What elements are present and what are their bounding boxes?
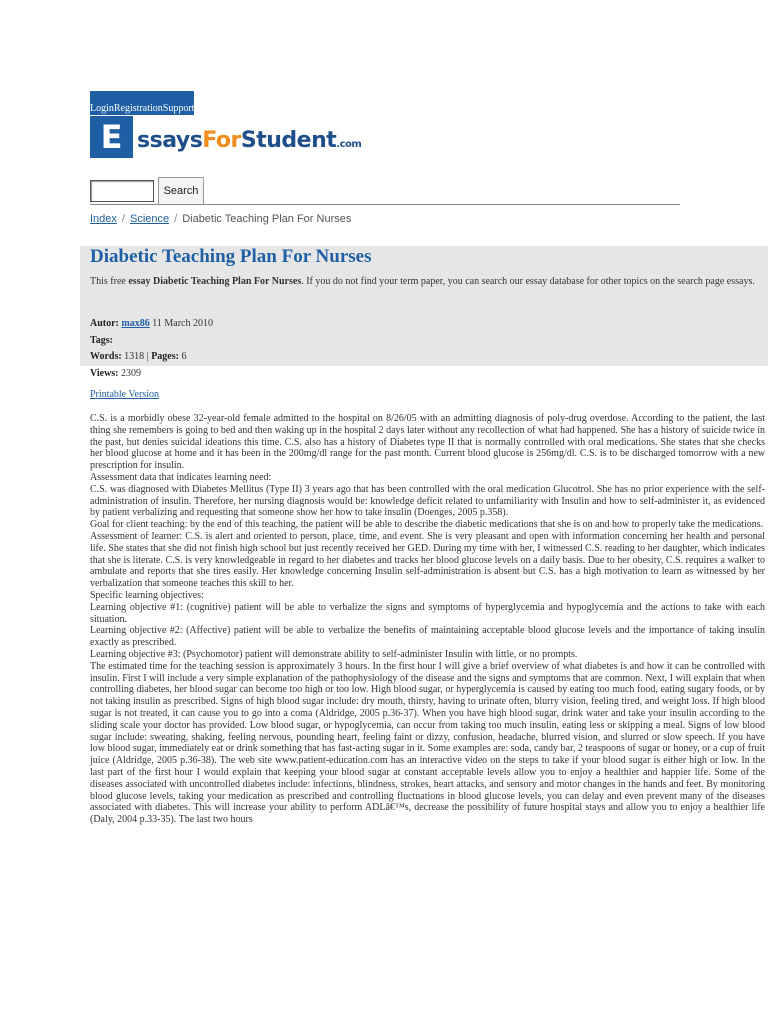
word-count: 1318 xyxy=(124,351,145,362)
breadcrumb-science[interactable]: Science xyxy=(129,213,170,225)
header-divider xyxy=(90,204,680,205)
view-count: 2309 xyxy=(121,367,142,379)
page-count: 6 xyxy=(181,351,187,362)
printable-version-link[interactable]: Printable Version xyxy=(90,389,159,400)
breadcrumb xyxy=(90,213,351,225)
logo-suffix: .com xyxy=(336,139,362,150)
words-label: Words: xyxy=(90,351,122,362)
views-label: Views: xyxy=(90,367,119,379)
login-link[interactable]: Login xyxy=(90,91,114,115)
body-paragraph: The estimated time for the teaching session is approximately 3 hours. In the first hour I will give a brief overview of what diabetes is and how it can be controlled with insulin. First I will include a very simple explanation of the pathophysiology of the disease and the signs and symptoms that are common. Next, I will explain that when controlling diabetes, her blood sugar can become too high or too low. High blood sugar, or hyperglycemia is caused by eating too much food, eating sugary foods, or by not taking insulin as prescribed. Signs of high blood sugar include: dry mouth, thirsty, having to urinate often, blurry vision, feeling tired, and weight loss. If high blood sugar is not treated, it can cause you to go into a coma (Aldridge, 2005 p.36-37). When you have high blood sugar, drink water and take your insulin according to the sliding scale your doctor has provided. Low blood sugar, or hypoglycemia, can occur from taking too much insulin, eating less or skipping a meal. Signs of low blood sugar include: sweating, shaking, feeling nervous, pounding heart, feeling faint or dizzy, confusion, headache, blurred vision, and slurred or slow speech. If you have low blood sugar, immediately eat or drink something that has fast-acting sugar in it. Some examples are: soda, candy bar, 2 teaspoons of sugar or honey, or a cup of fruit juice (Aldridge, 2005 p.36-38). The web site www.patient-education.com has an interactive video on the steps to take if your blood sugar is either high or low. In the last part of the first hour I would explain that keeping your blood sugar at constant acceptable levels allow you to enjoy a healthier and happier life. Some of the diseases associated with uncontrolled diabetes include: infections, blindness, strokes, heart attacks, and sensory and motor changes in the hands and feet. By monitoring blood glucose levels, taking your medication as prescribed and controlling fluctuations in blood glucose levels, you can delay and even prevent many of the diseases associated with diabetes. This will increase your ability to perform ADLâ€™s, decrease the possibility of future hospital stays and allow you to enjoy a healthier life (Daly, 2004 p.33-35). The last two hours xyxy=(90,660,765,826)
body-paragraph: C.S. is a morbidly obese 32-year-old female admitted to the hospital on 8/26/05 with an admitting diagnosis of poly-drug overdose. According to the patient, the last thing she remembers is going to bed and then waking up in the hospital 2 days later without any recollection of what had happened. She has a history of suicide twice in the past, but denies suicidal ideations this time. C.S. also has a history of Diabetes type II that is normally controlled with oral medications. She states that she checks her blood glucose at home and it has been in the 200mg/dl range for the past month. Current blood glucose is 256mg/dl. C.S. is to be discharged tomorrow with a new prescription for insulin. xyxy=(90,413,765,472)
page-title: Diabetic Teaching Plan For Nurses xyxy=(90,246,372,267)
body-paragraph: Assessment data that indicates learning need: xyxy=(90,471,272,483)
intro-prefix: This free xyxy=(90,276,129,287)
support-link[interactable]: Support xyxy=(163,91,195,115)
body-paragraph: Specific learning objectives: xyxy=(90,589,204,601)
body-paragraph: Learning objective #1: (cognitive) patient will be able to verbalize the signs and symptoms of hyperglycemia and hypoglycemia and the actions to take with each situation. xyxy=(90,601,765,625)
top-nav xyxy=(90,91,194,115)
search-button[interactable]: Search xyxy=(158,177,204,205)
logo-part-student: Student xyxy=(240,128,337,153)
logo-letter: E xyxy=(90,116,133,158)
body-paragraph: Assessment of learner: C.S. is alert and oriented to person, place, time, and event. She is very pleasant and open with information concerning her health and personal life. She states that she did not finish high school but just recently received her GED. During my time with her, I witnessed C.S. reading to her daughter, which indicates that she is literate. C.S. is very knowledgeable in regard to her diabetes and tracks her blood glucose levels on a daily basis. Due to her obesity, C.S. requires a walker to ambulate and reports that she tires easily. Her knowledge concerning Insulin self-administration is absent but C.S. has a high motivation to learn as witnessed by her verbalization that someone teaches this skill to her. xyxy=(90,530,765,590)
breadcrumb-separator: / xyxy=(174,213,178,225)
body-paragraph: C.S. was diagnosed with Diabetes Mellitus (Type II) 3 years ago that has been controlled with the oral medication Glucotrol. She has no prior experience with the self-administration of insulin. Therefore, her nursing diagnosis would be: knowledge deficit related to unfamiliarity with Insulin and how to self-administer it, as evidenced by patient verbalizing and requesting that someone show her how to take insulin (Doenges, 2005 p.358). xyxy=(90,483,765,519)
breadcrumb-index[interactable]: Index xyxy=(90,213,117,225)
article-meta xyxy=(90,316,213,382)
author-row xyxy=(90,316,213,333)
logo-part-essays: ssays xyxy=(137,128,203,153)
words-row: Words: 1318 | Pages: 6 xyxy=(90,351,187,362)
search-form xyxy=(90,177,204,205)
search-input[interactable] xyxy=(90,180,154,202)
pages-label: Pages: xyxy=(151,351,179,362)
article-date: 11 March 2010 xyxy=(152,318,213,329)
article-intro xyxy=(90,276,755,288)
breadcrumb-separator: / xyxy=(121,213,125,225)
tags-label: Tags: xyxy=(90,334,113,346)
logo-wordmark xyxy=(137,128,361,158)
author-link[interactable]: max86 xyxy=(121,318,150,329)
breadcrumb-current: Diabetic Teaching Plan For Nurses xyxy=(182,213,352,225)
author-label: Autor: xyxy=(90,318,119,329)
intro-suffix: . If you do not find your term paper, you can search our essay database for other topics on the search page essays. xyxy=(301,276,755,287)
intro-bold: essay Diabetic Teaching Plan For Nurses xyxy=(128,276,302,287)
site-logo[interactable] xyxy=(90,116,361,158)
registration-link[interactable]: Registration xyxy=(114,91,163,115)
tags-row xyxy=(90,333,213,350)
body-paragraph: Goal for client teaching: by the end of this teaching, the patient will be able to describe the diabetic medications that she is on and how to properly take the medications. xyxy=(90,519,764,531)
views-row xyxy=(90,366,213,383)
body-paragraph: Learning objective #3: (Psychomotor) patient will demonstrate ability to self-administer Insulin with little, or no prompts. xyxy=(90,648,578,660)
article-body xyxy=(90,413,765,826)
logo-part-for: For xyxy=(202,128,241,153)
body-paragraph: Learning objective #2: (Affective) patient will be able to verbalize the benefits of maintaining acceptable blood glucose levels and the importance of taking insulin exactly as prescribed. xyxy=(90,625,765,649)
